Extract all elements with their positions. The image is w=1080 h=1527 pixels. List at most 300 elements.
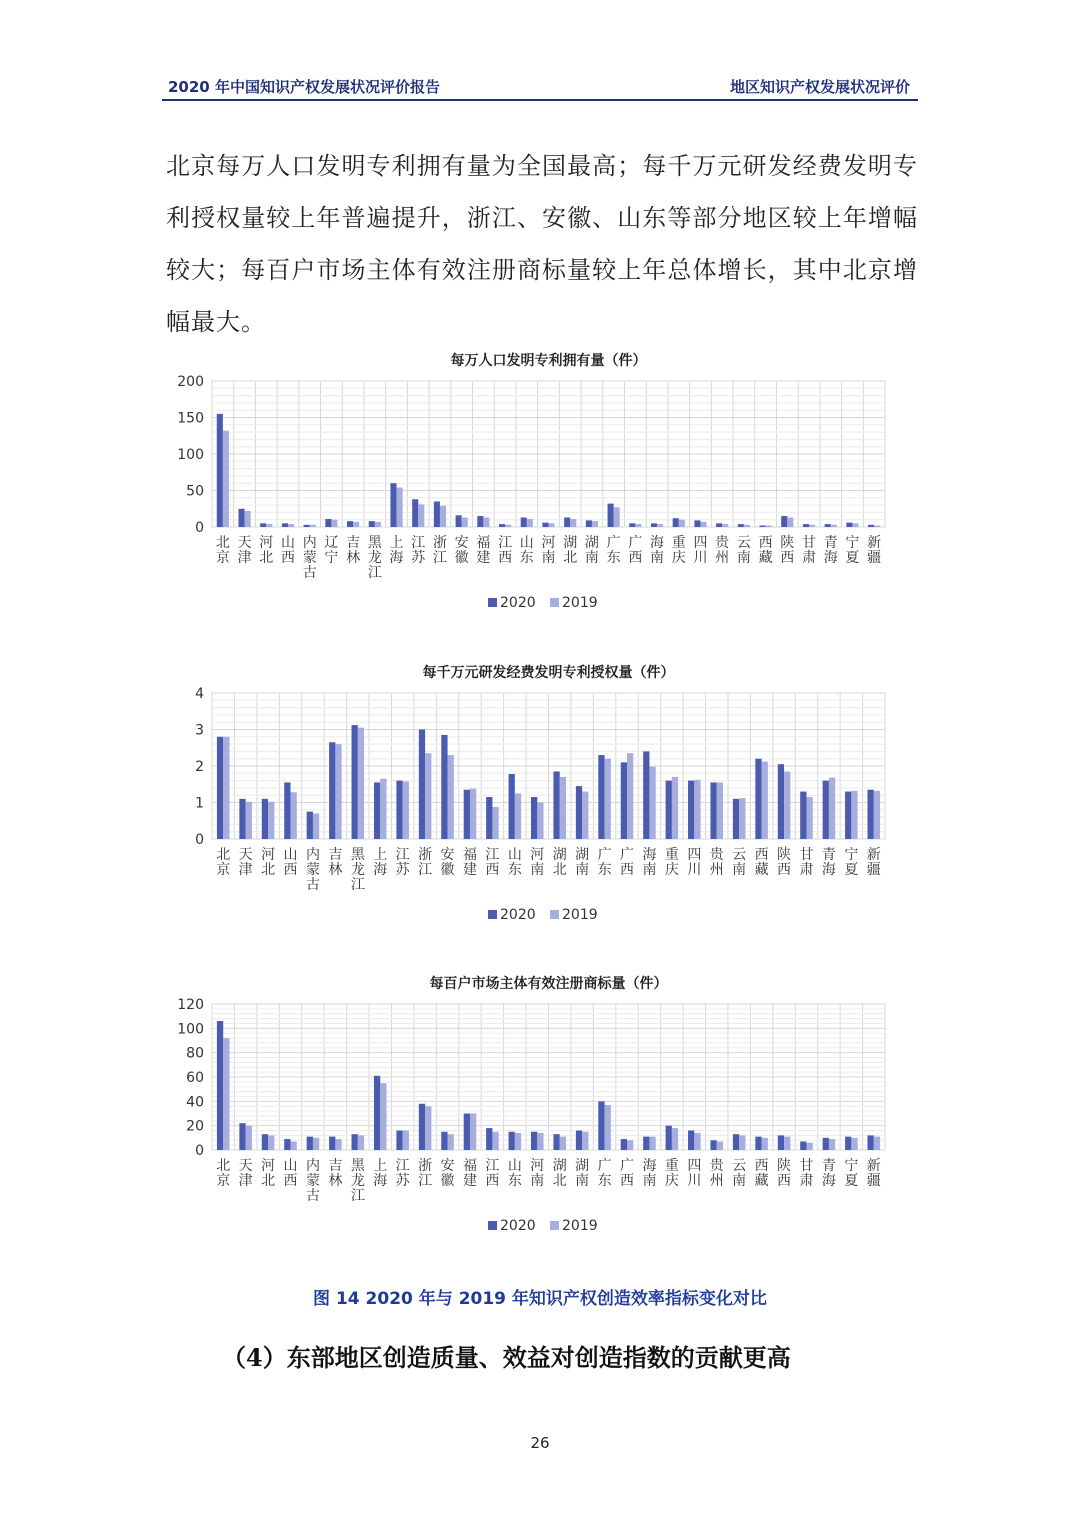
bar-2020-吉林 <box>329 1137 335 1150</box>
x-tick-label: 海南 <box>650 535 665 566</box>
bar-2020-天津 <box>238 509 244 527</box>
x-tick-label: 山西 <box>283 847 298 878</box>
legend-label-2019: 2019 <box>562 595 598 611</box>
x-tick-label: 陕西 <box>780 535 795 566</box>
bar-2019-辽宁 <box>331 520 337 527</box>
bar-2020-山西 <box>284 1139 290 1150</box>
x-tick-label: 重庆 <box>664 1158 679 1189</box>
x-tick-label: 浙江 <box>418 1158 433 1189</box>
bar-2019-山西 <box>288 524 294 527</box>
bar-2019-甘肃 <box>809 525 815 527</box>
bar-2019-宁夏 <box>851 791 857 839</box>
body-paragraph: 北京每万人口发明专利拥有量为全国最高；每千万元研发经费发明专利授权量较上年普遍提升，浙江、安徽、山东等部分地区较上年增幅较大；每百户市场主体有效注册商标量较上年总体增长，其中北京增幅最大。 <box>166 152 918 336</box>
bar-2019-福建 <box>483 518 489 527</box>
x-tick-label: 吉林 <box>346 535 361 566</box>
bar-2019-广东 <box>614 507 620 527</box>
x-tick-label: 河南 <box>530 1158 545 1189</box>
bar-2020-河南 <box>531 797 537 839</box>
bar-2020-青海 <box>823 1138 829 1150</box>
x-tick-label: 新疆 <box>866 847 881 878</box>
bar-2020-北京 <box>217 1021 223 1150</box>
bar-2019-吉林 <box>353 522 359 527</box>
bar-2019-福建 <box>470 789 476 839</box>
x-tick-label: 黑龙江 <box>350 1158 365 1204</box>
x-tick-label: 内蒙古 <box>302 535 317 581</box>
bar-2020-浙江 <box>419 730 425 840</box>
bar-2020-江西 <box>486 797 492 839</box>
x-tick-label: 北京 <box>215 535 230 566</box>
bar-2020-西藏 <box>760 526 766 527</box>
y-tick-label: 20 <box>186 1118 204 1135</box>
bar-2019-江苏 <box>403 1131 409 1150</box>
bar-2019-广西 <box>635 524 641 527</box>
bar-2019-上海 <box>380 779 386 839</box>
bar-2019-贵州 <box>717 1141 723 1150</box>
x-tick-label: 海南 <box>642 1158 657 1189</box>
bar-2020-山西 <box>282 523 288 527</box>
bar-2019-上海 <box>397 488 403 527</box>
bar-2020-湖南 <box>576 786 582 839</box>
x-tick-label: 山东 <box>519 535 534 566</box>
bar-2019-海南 <box>657 524 663 527</box>
y-tick-label: 4 <box>195 686 204 702</box>
x-tick-label: 北京 <box>216 1158 231 1189</box>
bar-2020-山东 <box>509 1132 515 1150</box>
bar-2020-天津 <box>239 799 245 839</box>
bar-2020-内蒙古 <box>307 1137 313 1150</box>
legend-swatch-2020 <box>488 910 497 919</box>
x-tick-label: 陕西 <box>777 847 792 878</box>
bar-2019-浙江 <box>440 506 446 527</box>
bar-2019-海南 <box>649 1137 655 1150</box>
bar-2020-广西 <box>629 523 635 527</box>
bar-2020-广西 <box>621 1139 627 1150</box>
y-tick-label: 40 <box>186 1094 204 1111</box>
bar-2020-内蒙古 <box>304 525 310 527</box>
bar-2020-海南 <box>651 523 657 527</box>
legend-swatch-2020 <box>488 598 497 607</box>
bar-2019-江西 <box>492 807 498 839</box>
x-tick-label: 青海 <box>821 1158 836 1189</box>
x-tick-label: 福建 <box>476 535 491 566</box>
bar-2019-山东 <box>515 1133 521 1150</box>
bar-2019-贵州 <box>722 524 728 527</box>
chart-svg <box>160 968 900 1258</box>
bar-2020-辽宁 <box>325 519 331 527</box>
x-tick-label: 天津 <box>237 535 252 566</box>
bar-2019-上海 <box>380 1083 386 1150</box>
bar-2020-福建 <box>464 790 470 839</box>
bar-2020-安徽 <box>441 1132 447 1150</box>
bar-2019-黑龙江 <box>375 522 381 527</box>
chart-title: 每百户市场主体有效注册商标量（件） <box>429 976 668 992</box>
legend-swatch-2019 <box>550 1221 559 1230</box>
bar-2019-四川 <box>694 780 700 839</box>
legend-label-2020: 2020 <box>500 595 536 611</box>
bar-2019-新疆 <box>874 526 880 527</box>
x-tick-label: 上海 <box>373 847 388 878</box>
chart-title: 每万人口发明专利拥有量（件） <box>450 353 647 369</box>
bar-2020-山西 <box>284 782 290 839</box>
figure-caption: 图 14 2020 年与 2019 年知识产权创造效率指标变化对比 <box>313 1289 767 1309</box>
x-tick-label: 湖南 <box>575 1158 590 1189</box>
x-tick-label: 湖南 <box>584 535 599 566</box>
bar-2020-云南 <box>738 524 744 527</box>
bar-2019-黑龙江 <box>358 1135 364 1150</box>
bar-2020-重庆 <box>666 781 672 839</box>
bar-2020-湖北 <box>553 1134 559 1150</box>
bar-2020-广东 <box>598 1101 604 1150</box>
bar-2020-西藏 <box>755 1137 761 1150</box>
bar-2019-河南 <box>537 1133 543 1150</box>
chart-svg <box>160 657 900 947</box>
bar-2019-广东 <box>605 759 611 839</box>
bar-2019-湖南 <box>592 521 598 527</box>
section-heading: （4）东部地区创造质量、效益对创造指数的贡献更高 <box>222 1343 791 1372</box>
x-tick-label: 甘肃 <box>799 847 814 878</box>
bar-2020-海南 <box>643 1137 649 1150</box>
bar-2020-安徽 <box>441 735 447 839</box>
y-tick-label: 1 <box>195 795 204 812</box>
bar-2019-河南 <box>549 523 555 527</box>
bar-2019-青海 <box>831 525 837 527</box>
bar-2020-河北 <box>260 523 266 527</box>
bar-2019-湖北 <box>570 519 576 527</box>
bar-2019-浙江 <box>425 753 431 839</box>
x-tick-label: 安徽 <box>454 535 469 566</box>
x-tick-label: 西藏 <box>754 1158 769 1189</box>
bar-2020-福建 <box>464 1114 470 1151</box>
bar-2020-甘肃 <box>800 1141 806 1150</box>
bar-2019-云南 <box>739 798 745 839</box>
bar-2020-四川 <box>694 520 700 527</box>
x-tick-label: 新疆 <box>866 1158 881 1189</box>
bar-2020-江苏 <box>412 499 418 527</box>
bar-2020-上海 <box>390 483 396 527</box>
bar-2020-青海 <box>823 781 829 839</box>
header-rule <box>162 99 918 101</box>
y-tick-label: 100 <box>177 1021 204 1038</box>
bar-2020-广东 <box>608 504 614 527</box>
bar-2019-重庆 <box>672 777 678 839</box>
y-tick-label: 0 <box>195 1143 204 1159</box>
bar-2020-河南 <box>531 1132 537 1150</box>
x-tick-label: 黑龙江 <box>367 535 382 581</box>
bar-2020-福建 <box>477 516 483 527</box>
x-tick-label: 江苏 <box>395 1158 410 1189</box>
bar-2019-安徽 <box>448 1134 454 1150</box>
bar-2019-天津 <box>246 1126 252 1150</box>
x-tick-label: 安徽 <box>440 847 455 878</box>
x-tick-label: 四川 <box>687 847 702 878</box>
x-tick-label: 山东 <box>507 1158 522 1189</box>
bar-2019-浙江 <box>425 1106 431 1150</box>
x-tick-label: 安徽 <box>440 1158 455 1189</box>
bar-2020-重庆 <box>673 518 679 527</box>
legend-label-2020: 2020 <box>500 1218 536 1234</box>
bar-2019-内蒙古 <box>313 813 319 839</box>
x-tick-label: 江西 <box>498 535 513 566</box>
y-tick-label: 60 <box>186 1070 204 1086</box>
bar-2019-河北 <box>266 524 272 527</box>
bar-2020-北京 <box>217 414 223 527</box>
bar-2019-江西 <box>492 1132 498 1150</box>
bar-2019-湖北 <box>560 1137 566 1150</box>
bar-2020-广东 <box>598 755 604 839</box>
bar-2019-河北 <box>268 1135 274 1150</box>
bar-2020-西藏 <box>755 759 761 839</box>
x-tick-label: 青海 <box>821 847 836 878</box>
x-tick-label: 内蒙古 <box>305 847 320 893</box>
bar-2019-广东 <box>605 1105 611 1150</box>
bar-2019-安徽 <box>448 755 454 839</box>
bar-2020-云南 <box>733 799 739 839</box>
x-tick-label: 陕西 <box>777 1158 792 1189</box>
bar-2020-新疆 <box>868 1135 874 1150</box>
bar-2019-重庆 <box>672 1128 678 1150</box>
x-tick-label: 新疆 <box>867 535 882 566</box>
x-tick-label: 贵州 <box>709 1158 724 1189</box>
bar-2019-山西 <box>291 1141 297 1150</box>
bar-2019-江苏 <box>418 504 424 527</box>
x-tick-label: 贵州 <box>715 535 730 566</box>
legend-swatch-2019 <box>550 598 559 607</box>
bar-2019-宁夏 <box>852 523 858 527</box>
x-tick-label: 云南 <box>732 1158 747 1189</box>
bar-2020-天津 <box>239 1123 245 1150</box>
bar-2019-甘肃 <box>806 797 812 839</box>
bar-2020-陕西 <box>781 516 787 527</box>
bar-2020-陕西 <box>778 1135 784 1150</box>
header-section-title: 地区知识产权发展状况评价 <box>729 78 910 96</box>
legend-label-2019: 2019 <box>562 1218 598 1234</box>
x-tick-label: 重庆 <box>664 847 679 878</box>
x-tick-label: 福建 <box>462 847 477 878</box>
bar-2020-江西 <box>486 1128 492 1150</box>
y-tick-label: 100 <box>177 447 204 463</box>
bar-2019-云南 <box>744 525 750 527</box>
bar-2020-山东 <box>521 518 527 527</box>
bar-2020-江西 <box>499 524 505 527</box>
x-tick-label: 河北 <box>261 1158 276 1189</box>
bar-2019-河北 <box>268 802 274 839</box>
x-tick-label: 重庆 <box>671 535 686 566</box>
x-tick-label: 云南 <box>732 847 747 878</box>
bar-2019-四川 <box>700 522 706 527</box>
bar-2019-四川 <box>694 1133 700 1150</box>
bar-2019-山东 <box>515 793 521 839</box>
bar-2020-甘肃 <box>800 792 806 839</box>
bar-2019-青海 <box>829 778 835 839</box>
y-tick-label: 150 <box>177 410 204 427</box>
x-tick-label: 四川 <box>687 1158 702 1189</box>
bar-2019-西藏 <box>766 526 772 527</box>
bar-2019-河南 <box>537 803 543 840</box>
bar-2019-贵州 <box>717 782 723 839</box>
bar-2019-西藏 <box>762 1138 768 1150</box>
y-tick-label: 200 <box>177 374 204 390</box>
bar-2020-宁夏 <box>845 1137 851 1150</box>
bar-2020-海南 <box>643 751 649 839</box>
bar-2019-海南 <box>649 767 655 839</box>
bar-2019-江苏 <box>403 781 409 839</box>
x-tick-label: 湖北 <box>563 535 578 566</box>
x-tick-label: 西藏 <box>754 847 769 878</box>
bar-2019-安徽 <box>462 518 468 527</box>
x-tick-label: 北京 <box>216 847 231 878</box>
bar-2020-北京 <box>217 737 223 839</box>
bar-2020-四川 <box>688 781 694 839</box>
bar-2019-西藏 <box>762 762 768 839</box>
x-tick-label: 黑龙江 <box>350 847 365 893</box>
bar-2020-黑龙江 <box>352 1134 358 1150</box>
y-tick-label: 3 <box>195 722 204 739</box>
bar-2020-湖北 <box>564 518 570 527</box>
x-tick-label: 河北 <box>261 847 276 878</box>
x-tick-label: 吉林 <box>328 847 343 878</box>
bar-2020-广西 <box>621 762 627 839</box>
x-tick-label: 山西 <box>283 1158 298 1189</box>
x-tick-label: 湖南 <box>575 847 590 878</box>
x-tick-label: 上海 <box>389 535 404 566</box>
bar-2020-陕西 <box>778 764 784 839</box>
bar-2019-吉林 <box>335 744 341 839</box>
bar-2020-黑龙江 <box>352 725 358 839</box>
y-tick-label: 0 <box>195 520 204 536</box>
y-tick-label: 120 <box>177 997 204 1013</box>
bar-2020-宁夏 <box>846 523 852 527</box>
bar-2020-浙江 <box>434 501 440 527</box>
bar-2020-浙江 <box>419 1104 425 1150</box>
bar-2019-广西 <box>627 753 633 839</box>
x-tick-label: 天津 <box>238 1158 253 1189</box>
bar-2019-湖北 <box>560 777 566 839</box>
x-tick-label: 浙江 <box>432 535 447 566</box>
y-tick-label: 80 <box>186 1045 204 1062</box>
bar-2020-安徽 <box>456 515 462 527</box>
x-tick-label: 山西 <box>280 535 295 566</box>
x-tick-label: 上海 <box>373 1158 388 1189</box>
bar-2019-吉林 <box>335 1139 341 1150</box>
x-tick-label: 海南 <box>642 847 657 878</box>
bar-2019-天津 <box>246 802 252 839</box>
bar-2020-吉林 <box>329 742 335 839</box>
x-tick-label: 河南 <box>530 847 545 878</box>
bar-2019-天津 <box>245 511 251 527</box>
x-tick-label: 广东 <box>597 847 612 878</box>
chart-title: 每千万元研发经费发明专利授权量（件） <box>422 665 675 681</box>
x-tick-label: 内蒙古 <box>305 1158 320 1204</box>
bar-2019-重庆 <box>679 520 685 527</box>
x-tick-label: 广西 <box>628 535 643 566</box>
x-tick-label: 青海 <box>823 535 838 566</box>
x-tick-label: 吉林 <box>328 1158 343 1189</box>
x-tick-label: 江西 <box>485 1158 500 1189</box>
x-tick-label: 广西 <box>620 1158 635 1189</box>
y-tick-label: 0 <box>195 832 204 848</box>
bar-2019-湖南 <box>582 1132 588 1150</box>
bar-2019-甘肃 <box>806 1143 812 1150</box>
bar-2020-河北 <box>262 1134 268 1150</box>
bar-2020-青海 <box>825 524 831 527</box>
x-tick-label: 河北 <box>259 535 274 566</box>
x-tick-label: 湖北 <box>552 847 567 878</box>
x-tick-label: 四川 <box>693 535 708 566</box>
x-tick-label: 辽宁 <box>324 535 339 566</box>
bar-2019-宁夏 <box>851 1138 857 1150</box>
bar-2019-陕西 <box>784 1137 790 1150</box>
x-tick-label: 江苏 <box>411 535 426 566</box>
bar-2019-陕西 <box>787 518 793 527</box>
bar-2020-甘肃 <box>803 524 809 527</box>
page-number: 26 <box>530 1434 550 1452</box>
x-tick-label: 江西 <box>485 847 500 878</box>
bar-2020-湖南 <box>576 1131 582 1150</box>
bar-2019-福建 <box>470 1114 476 1151</box>
x-tick-label: 宁夏 <box>844 847 859 878</box>
x-tick-label: 广东 <box>606 535 621 566</box>
legend-swatch-2019 <box>550 910 559 919</box>
bar-2020-上海 <box>374 782 380 839</box>
bar-2020-内蒙古 <box>307 812 313 839</box>
bar-2020-重庆 <box>666 1126 672 1150</box>
bar-2020-湖南 <box>586 520 592 527</box>
bar-2020-湖北 <box>553 771 559 839</box>
bar-2020-云南 <box>733 1134 739 1150</box>
y-tick-label: 50 <box>186 483 204 500</box>
bar-2019-江西 <box>505 525 511 527</box>
bar-2020-河北 <box>262 799 268 839</box>
x-tick-label: 云南 <box>736 535 751 566</box>
bar-2019-湖南 <box>582 792 588 839</box>
x-tick-label: 甘肃 <box>799 1158 814 1189</box>
bar-2020-上海 <box>374 1076 380 1150</box>
bar-2020-四川 <box>688 1131 694 1150</box>
bar-2019-内蒙古 <box>310 525 316 527</box>
bar-2019-新疆 <box>874 791 880 839</box>
x-tick-label: 西藏 <box>758 535 773 566</box>
legend-swatch-2020 <box>488 1221 497 1230</box>
header-report-title: 2020 年中国知识产权发展状况评价报告 <box>168 78 440 96</box>
x-tick-label: 浙江 <box>418 847 433 878</box>
x-tick-label: 宁夏 <box>844 1158 859 1189</box>
bar-2019-内蒙古 <box>313 1138 319 1150</box>
bar-2019-北京 <box>223 737 229 839</box>
x-tick-label: 广东 <box>597 1158 612 1189</box>
bar-2020-山东 <box>509 774 515 839</box>
bar-2019-北京 <box>223 1038 229 1150</box>
bar-2019-青海 <box>829 1139 835 1150</box>
bar-2020-宁夏 <box>845 792 851 839</box>
bar-2020-新疆 <box>868 790 874 839</box>
bar-2019-陕西 <box>784 771 790 839</box>
x-tick-label: 江苏 <box>395 847 410 878</box>
bar-2020-黑龙江 <box>369 521 375 527</box>
bar-2019-云南 <box>739 1135 745 1150</box>
x-tick-label: 福建 <box>462 1158 477 1189</box>
legend-label-2020: 2020 <box>500 907 536 923</box>
bar-2020-贵州 <box>710 1140 716 1150</box>
x-tick-label: 天津 <box>238 847 253 878</box>
chart-patents-per-10k <box>160 345 900 635</box>
x-tick-label: 河南 <box>541 535 556 566</box>
bar-2020-吉林 <box>347 521 353 527</box>
x-tick-label: 甘肃 <box>802 535 817 566</box>
bar-2020-新疆 <box>868 525 874 527</box>
x-tick-label: 广西 <box>620 847 635 878</box>
bar-2020-江苏 <box>396 781 402 839</box>
x-tick-label: 山东 <box>507 847 522 878</box>
